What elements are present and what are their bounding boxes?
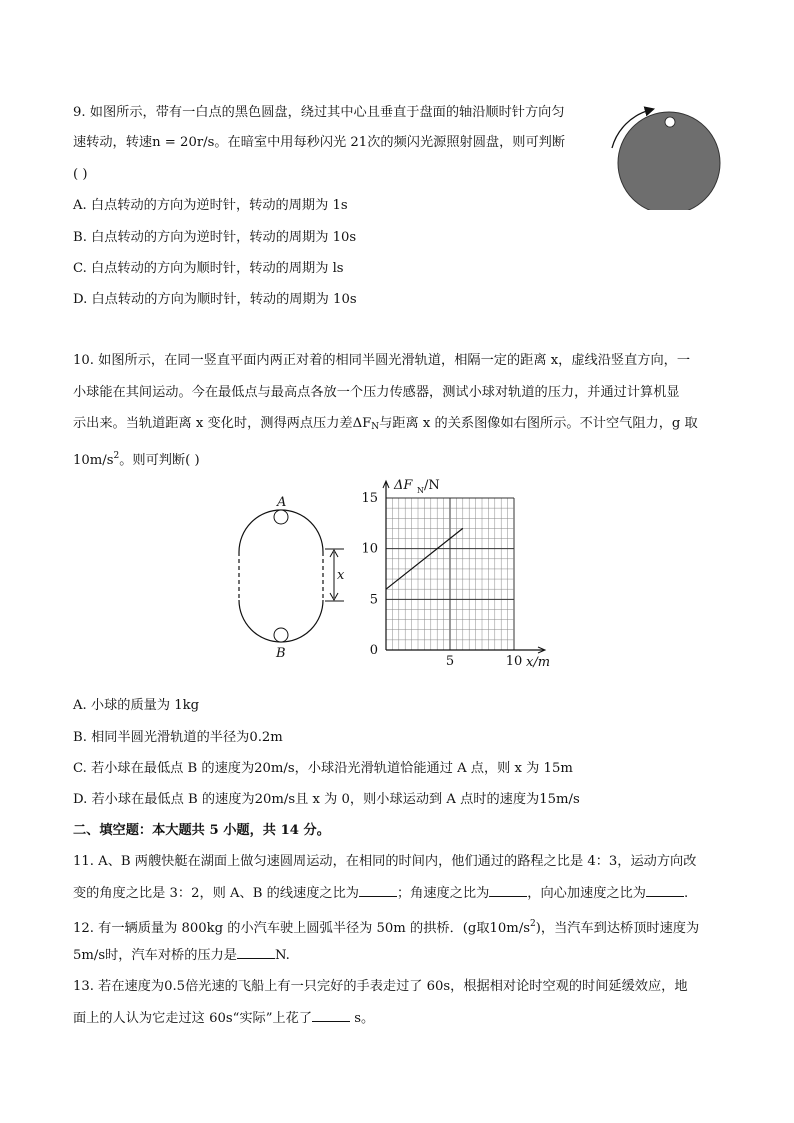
y-tick-label: 10 xyxy=(361,541,378,557)
q9-option-a: A. 白点转动的方向为逆时针，转动的周期为 1s xyxy=(73,198,348,213)
q11-text-a: 变的角度之比是 3：2，则 A、B 的线速度之比为 xyxy=(73,886,359,901)
section-2-heading: 二、填空题：本大题共 5 小题，共 14 分。 xyxy=(73,823,330,838)
q10-line-3-sub: N xyxy=(371,422,380,432)
origin-label: 0 xyxy=(369,643,378,658)
q11-line-1: 11. A、B 两艘快艇在湖面上做匀速圆周运动，在相同的时间内，他们通过的路程之比是 4：3，运动方向改 xyxy=(73,854,697,869)
q10-option-c: C. 若小球在最低点 B 的速度为20m/s，小球沿光滑轨道恰能通过 A 点，则 x 为 15m xyxy=(73,761,573,776)
q11-text-d: . xyxy=(683,886,689,901)
q10-line-2: 小球能在其间运动。今在最低点与最高点各放一个压力传感器，测试小球对轨道的压力，并通过计算机显 xyxy=(73,385,680,400)
q10-line-4 xyxy=(73,447,200,470)
q11-line-2 xyxy=(73,884,688,903)
force-distance-chart xyxy=(360,468,560,668)
q13-blank-time[interactable] xyxy=(312,1009,350,1022)
q12-sup: 2 xyxy=(530,919,536,929)
y-axis-label-sub: N xyxy=(417,486,424,495)
q10-option-a: A. 小球的质量为 1kg xyxy=(73,698,200,713)
x-tick-label: 5 xyxy=(445,654,455,668)
q12-text-b: )，当汽车到达桥顶时速度为 xyxy=(535,921,700,936)
q10-line-3-text-a: 示出来。当轨道距离 x 变化时，测得两点压力差ΔF xyxy=(73,416,372,431)
q9-line-2: 速转动，转速n = 20r/s。在暗室中用每秒闪光 21次的频闪光源照射圆盘，则可判断 xyxy=(73,135,566,150)
q10-line-4-sup: 2 xyxy=(113,451,120,461)
q9-line-1: 9. 如图所示，带有一白点的黑色圆盘，绕过其中心且垂直于盘面的轴沿顺时针方向匀 xyxy=(73,105,565,120)
q11-blank-acceleration[interactable] xyxy=(646,884,684,897)
track-figure xyxy=(230,492,360,662)
rotating-disk-figure xyxy=(606,100,730,210)
y-tick-label: 15 xyxy=(361,491,378,506)
q9-option-d: D. 白点转动的方向为顺时针，转动的周期为 10s xyxy=(73,292,357,307)
q10-line-3 xyxy=(73,415,698,436)
q12-line-1 xyxy=(73,915,699,938)
q12-text-d: N. xyxy=(274,948,290,963)
q10-line-4-text-b: 。则可判断( ) xyxy=(119,453,200,468)
x-axis-label: x/m xyxy=(526,655,551,668)
x-tick-label: 10 xyxy=(505,654,523,668)
q11-blank-angular-speed[interactable] xyxy=(489,884,527,897)
q10-option-b: B. 相同半圆光滑轨道的半径为0.2m xyxy=(73,730,283,745)
q10-line-4-text-a: 10m/s xyxy=(73,453,114,468)
track-label-x: x xyxy=(337,568,345,583)
track-label-a: A xyxy=(277,495,287,510)
q9-paren: ( ) xyxy=(73,167,88,182)
q9-option-b: B. 白点转动的方向为逆时针，转动的周期为 10s xyxy=(73,230,357,245)
q12-text-a: 12. 有一辆质量为 800kg 的小汽车驶上圆弧半径为 50m 的拱桥．(g取10m/s xyxy=(73,921,531,936)
q12-blank-pressure[interactable] xyxy=(237,946,275,959)
white-dot xyxy=(665,117,675,127)
q11-blank-linear-speed[interactable] xyxy=(359,884,397,897)
q10-line-1: 10. 如图所示，在同一竖直平面内两正对着的相同半圆光滑轨道，相隔一定的距离 x，虚线沿竖直方向，一 xyxy=(73,353,691,368)
ball-sensor-bottom xyxy=(274,628,288,642)
q9-option-c: C. 白点转动的方向为顺时针，转动的周期为 ls xyxy=(73,261,344,276)
ball-sensor-top xyxy=(274,510,288,524)
q13-line-2 xyxy=(73,1009,374,1028)
q13-text-a: 面上的人认为它走过这 60s“实际”上花了 xyxy=(73,1011,313,1026)
q10-line-3-text-b: 与距离 x 的关系图像如右图所示。不计空气阻力，g 取 xyxy=(379,416,698,431)
q13-line-1: 13. 若在速度为0.5倍光速的飞船上有一只完好的手表走过了 60s，根据相对论时空观的时间延缓效应，地 xyxy=(73,979,688,994)
q11-text-b: ；角速度之比为 xyxy=(396,886,490,901)
q11-text-c: ，向心加速度之比为 xyxy=(527,886,646,901)
q12-line-2 xyxy=(73,946,290,965)
y-axis-label: ΔF xyxy=(394,478,413,493)
y-axis-unit: /N xyxy=(424,478,440,493)
track-label-b: B xyxy=(276,646,286,661)
y-tick-label: 5 xyxy=(369,592,378,608)
q12-text-c: 5m/s时，汽车对桥的压力是 xyxy=(73,948,237,963)
q13-text-b: s。 xyxy=(350,1011,375,1026)
q10-option-d: D. 若小球在最低点 B 的速度为20m/s且 x 为 0，则小球运动到 A 点时的速度为15m/s xyxy=(73,792,580,807)
